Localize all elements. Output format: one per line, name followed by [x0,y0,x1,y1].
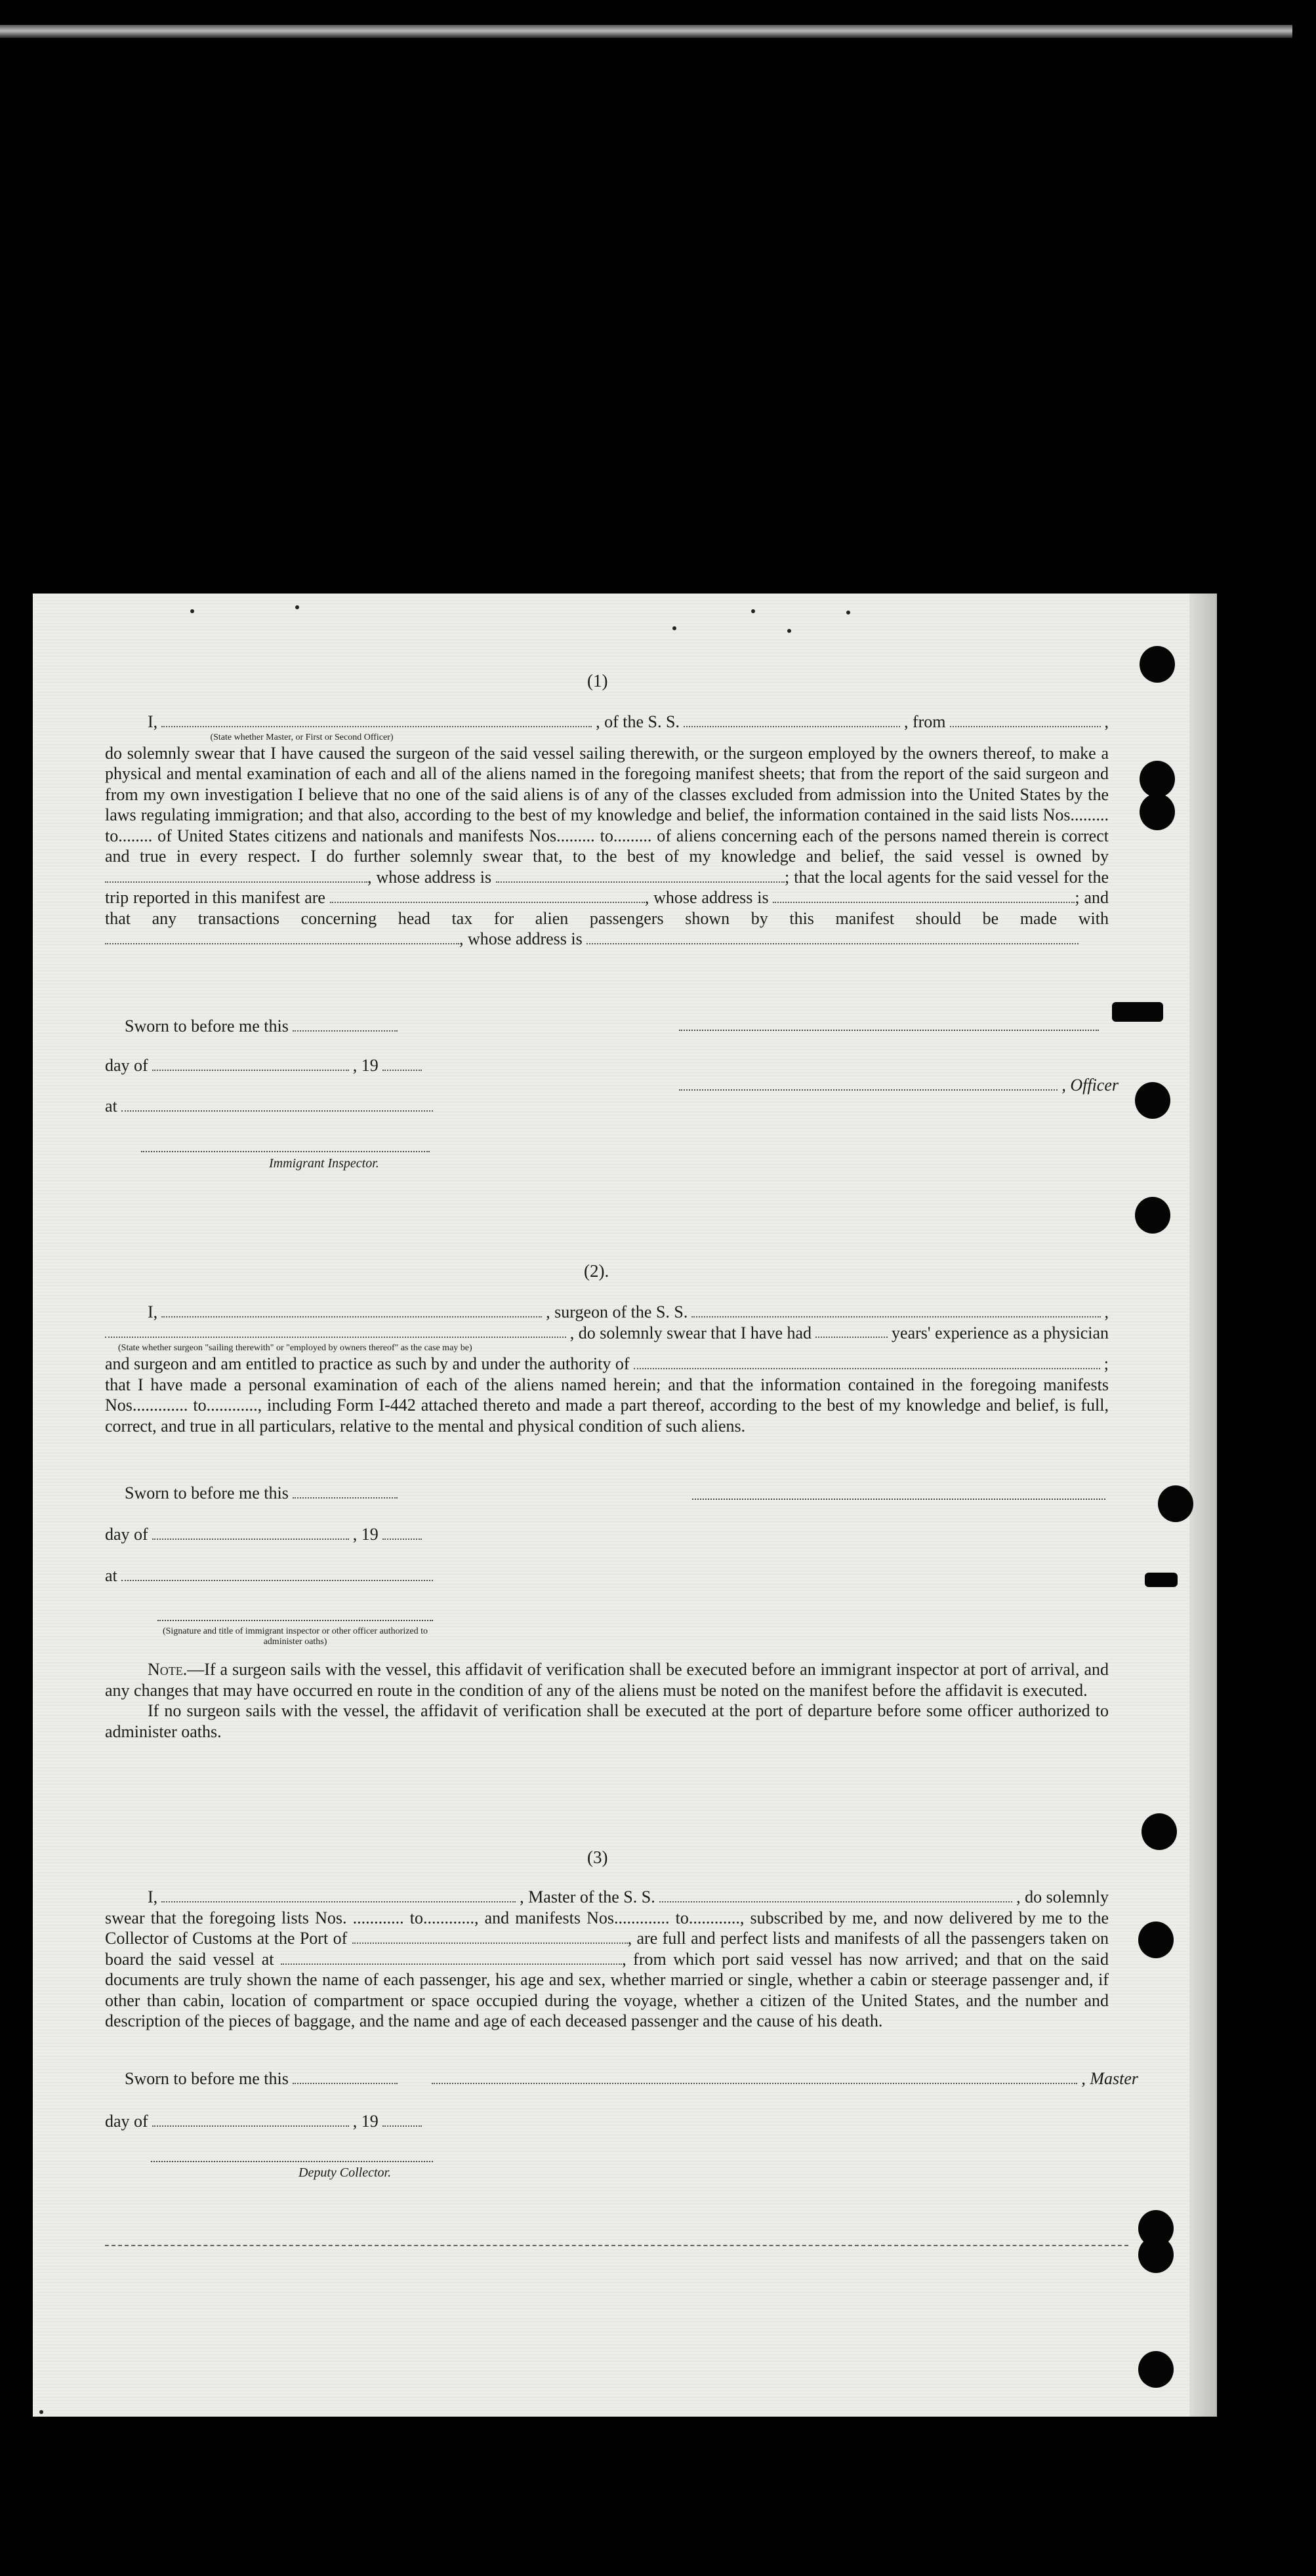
punch-hole [1138,2351,1174,2388]
section-1 [105,712,1109,950]
punch-hole [1141,1813,1177,1850]
punch-hole [1140,646,1175,683]
section-2-heading: (2). [584,1261,609,1281]
surgeon-note-block: Note.—If a surgeon sails with the vessel, this affidavit of verification shall be executed before an immigrant inspector at port of arrival, and any changes that may have occurred en route in the condition of any of the aliens must be noted on the manifest before the affidavit is executed. If no surgeon sails with the vessel, the affidavit of verification shall be executed at the port of departure before some officer authorized to administer oaths. [105,1660,1109,1741]
section-3 [105,1887,1109,2032]
section-2-line-3: and surgeon and am entitled to practice as such by and under the authority of ; [105,1354,1109,1373]
bottom-rule [105,2245,1128,2246]
section-3-day: day of , 19 [105,2112,422,2131]
section-2-day: day of , 19 [105,1525,422,1544]
section-1-line-1: I, , of the S. S. , from , [148,712,1109,731]
punch-hole [1135,1197,1170,1234]
section-3-sworn: Sworn to before me this , Master [125,2069,1138,2088]
section-1-signature-line[interactable] [679,1030,1099,1031]
section-2-line-2: , do solemnly swear that I have had years' experience as a physician [105,1323,1109,1344]
speck [846,611,850,614]
officer-note: (State whether Master, or First or Second Officer) [210,732,394,742]
speck [295,605,299,609]
paper-fold-shadow [1189,594,1217,2417]
punch-hole [1112,1002,1163,1022]
section-2-body: that I have made a personal examination of each of the aliens named herein; and that the information contained in the foregoing manifests Nos............. to............, including Form I-442 attached thereto and made a part thereof, according to the best of my knowledge and belief, is full, correct, and true in all particulars, relative to the mental and physical condition of such aliens. [105,1375,1109,1436]
surgeon-note: (State whether surgeon "sailing therewith" or "employed by owners thereof" as the case may be) [118,1343,472,1353]
inspector-signature-line[interactable] [141,1151,430,1152]
officer-signature-line[interactable] [157,1620,433,1621]
section-3-heading: (3) [587,1847,608,1867]
punch-hole [1145,1573,1178,1587]
no-surgeon-note: If no surgeon sails with the vessel, the affidavit of verification shall be executed at the port of departure before some officer authorized to administer oaths. [105,1701,1109,1741]
section-2-line-1: I, , surgeon of the S. S. , [148,1302,1109,1321]
section-2-at: at [105,1566,433,1586]
punch-hole [1138,2236,1174,2273]
collector-signature-line[interactable] [151,2161,433,2162]
note-label: Note. [148,1660,188,1679]
section-2-sworn: Sworn to before me this [125,1483,398,1503]
scan-edge-bar [0,25,1292,38]
section-1-heading: (1) [587,671,608,691]
section-3-body: swear that the foregoing lists Nos. ............ to............, and manifests Nos............. to............, subscribed by me, and now delivered by me to the Collector of Customs at the Port of , are full and perfect lists and manifests of all the passengers taken on board the said vessel at , from which port said vessel has now arrived; and that on the said documents are truly shown the name of each passenger, his age and sex, whether married or single, whether a cabin or steerage passenger and, if other than cabin, location of compartment or space occupied during the voyage, whether a citizen of the United States, and the number and description of the pieces of baggage, and the name and age of each deceased passenger and the cause of his death. [105,1908,1109,2030]
punch-hole [1138,1922,1174,1958]
section-1-day: day of , 19 [105,1056,422,1076]
speck [672,626,676,630]
speck [39,2410,43,2414]
speck [751,609,755,613]
punch-hole [1140,761,1175,797]
punch-hole [1140,794,1175,830]
signature-note: (Signature and title of immigrant inspector or other officer authorized to administer oaths) [162,1626,428,1647]
inspector-label: Immigrant Inspector. [269,1156,379,1171]
section-1-officer: , Officer [679,1076,1119,1095]
section-2 [105,1302,1109,1436]
section-3-line-1: I, , Master of the S. S. , do solemnly [148,1887,1109,1906]
section-1-at: at [105,1097,433,1116]
collector-label: Deputy Collector. [298,2165,392,2180]
manifest-page [33,594,1217,2417]
punch-hole [1135,1082,1170,1119]
speck [787,629,791,633]
section-1-sworn: Sworn to before me this [125,1016,398,1036]
section-2-signature-line[interactable] [692,1499,1105,1500]
punch-hole [1158,1485,1193,1522]
section-1-body: do solemnly swear that I have caused the surgeon of the said vessel sailing therewith, or the surgeon employed by the owners thereof, to make a physical and mental examination of each and all of the aliens named in the foregoing manifest sheets; that from the report of the said surgeon and from my own investigation I believe that no one of the said aliens is of any of the classes excluded from admission into the United States by the laws regulating immigration; and that also, according to the best of my knowledge and belief, the information contained in the said lists Nos......... to........ of United States citizens and nationals and manifests Nos......... to......... of aliens concerning each of the persons named therein is correct and true in every respect. I do further solemnly swear that, to the best of my knowledge and belief, the said vessel is owned by , whose address is ; that the local agents for the said vessel for the trip reported in this manifest are , whose address is ; and that any transactions concerning head tax for alien passengers shown by this manifest should be made with , whose address is [105,743,1109,948]
speck [190,609,194,613]
